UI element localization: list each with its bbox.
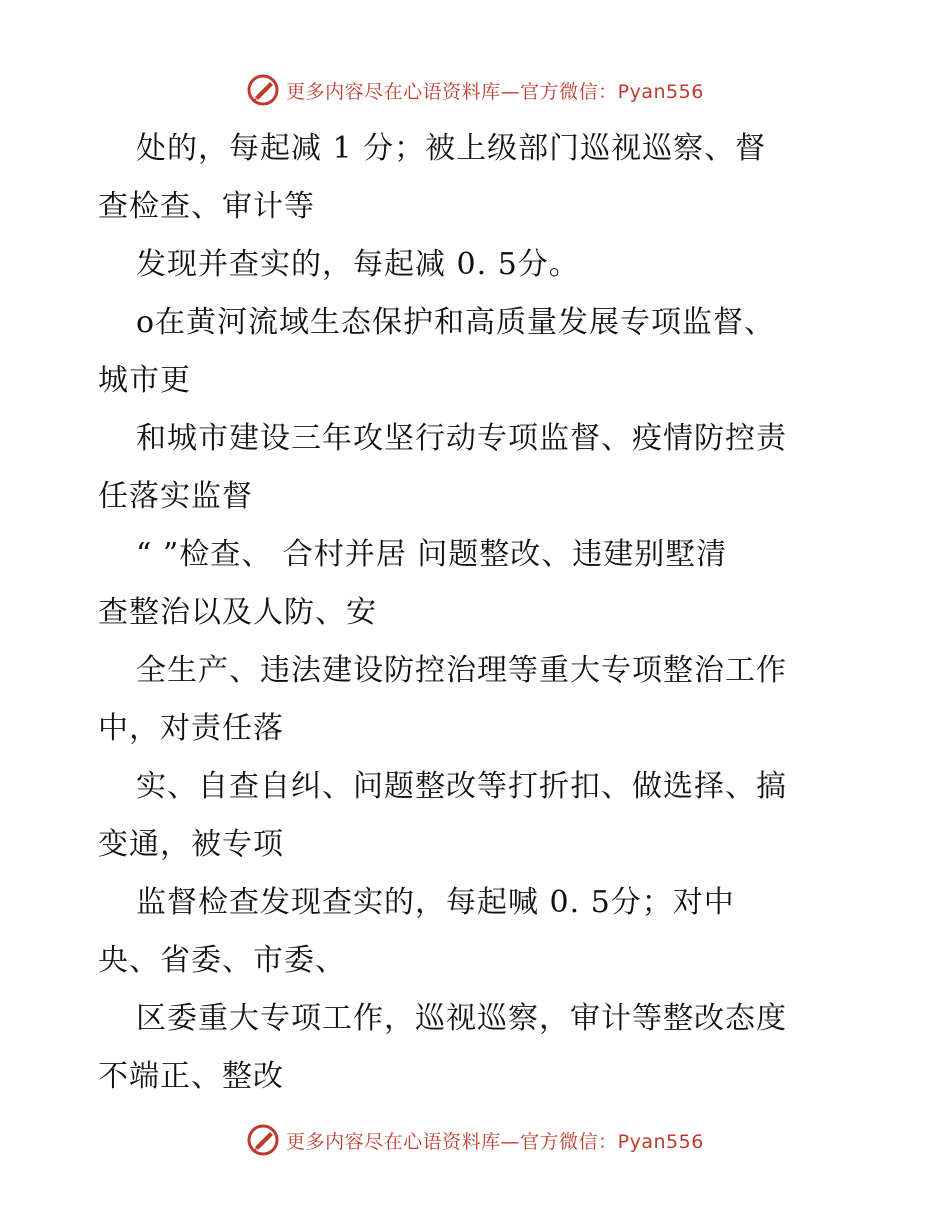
- footer-banner-text: 更多内容尽在心语资料库—官方微信：Pyan556: [286, 1130, 704, 1153]
- text-line: 查检查、审计等: [98, 189, 315, 224]
- text-line: 实、自查自纠、问题整改等打折扣、做选择、搞: [136, 769, 787, 804]
- brand-logo-icon: [246, 73, 280, 107]
- text-line: 和城市建设三年攻坚行动专项监督、疫情防控责: [136, 421, 787, 456]
- document-body: [98, 120, 858, 1106]
- text-line: 处的，每起减 1 分；被上级部门巡视巡察、督: [136, 131, 767, 166]
- header-banner-text: 更多内容尽在心语资料库—官方微信：Pyan556: [286, 80, 704, 103]
- text-line: 央、省委、市委、: [98, 943, 346, 978]
- text-line: 城市更: [98, 363, 191, 398]
- text-line: 不端正、整改: [98, 1059, 284, 1094]
- footer-banner: [0, 1120, 950, 1160]
- text-line: 中，对责任落: [98, 711, 284, 746]
- text-line: 全生产、违法建设防控治理等重大专项整治工作: [136, 653, 787, 688]
- text-line: “ ”检查、 合村并居 问题整改、违建别墅清: [136, 537, 728, 572]
- text-line: 发现并查实的，每起减 0. 5分。: [136, 247, 580, 282]
- text-line: 查整治以及人防、安: [98, 595, 377, 630]
- header-banner: [0, 70, 950, 110]
- text-line: 区委重大专项工作，巡视巡察，审计等整改态度: [136, 1001, 787, 1036]
- text-line: 监督检查发现查实的，每起喊 0. 5分；对中: [136, 885, 735, 920]
- brand-logo-icon: [246, 1123, 280, 1157]
- text-line: 变通，被专项: [98, 827, 284, 862]
- text-line: 任落实监督: [98, 479, 253, 514]
- text-line: o在黄河流域生态保护和高质量发展专项监督、: [136, 305, 776, 340]
